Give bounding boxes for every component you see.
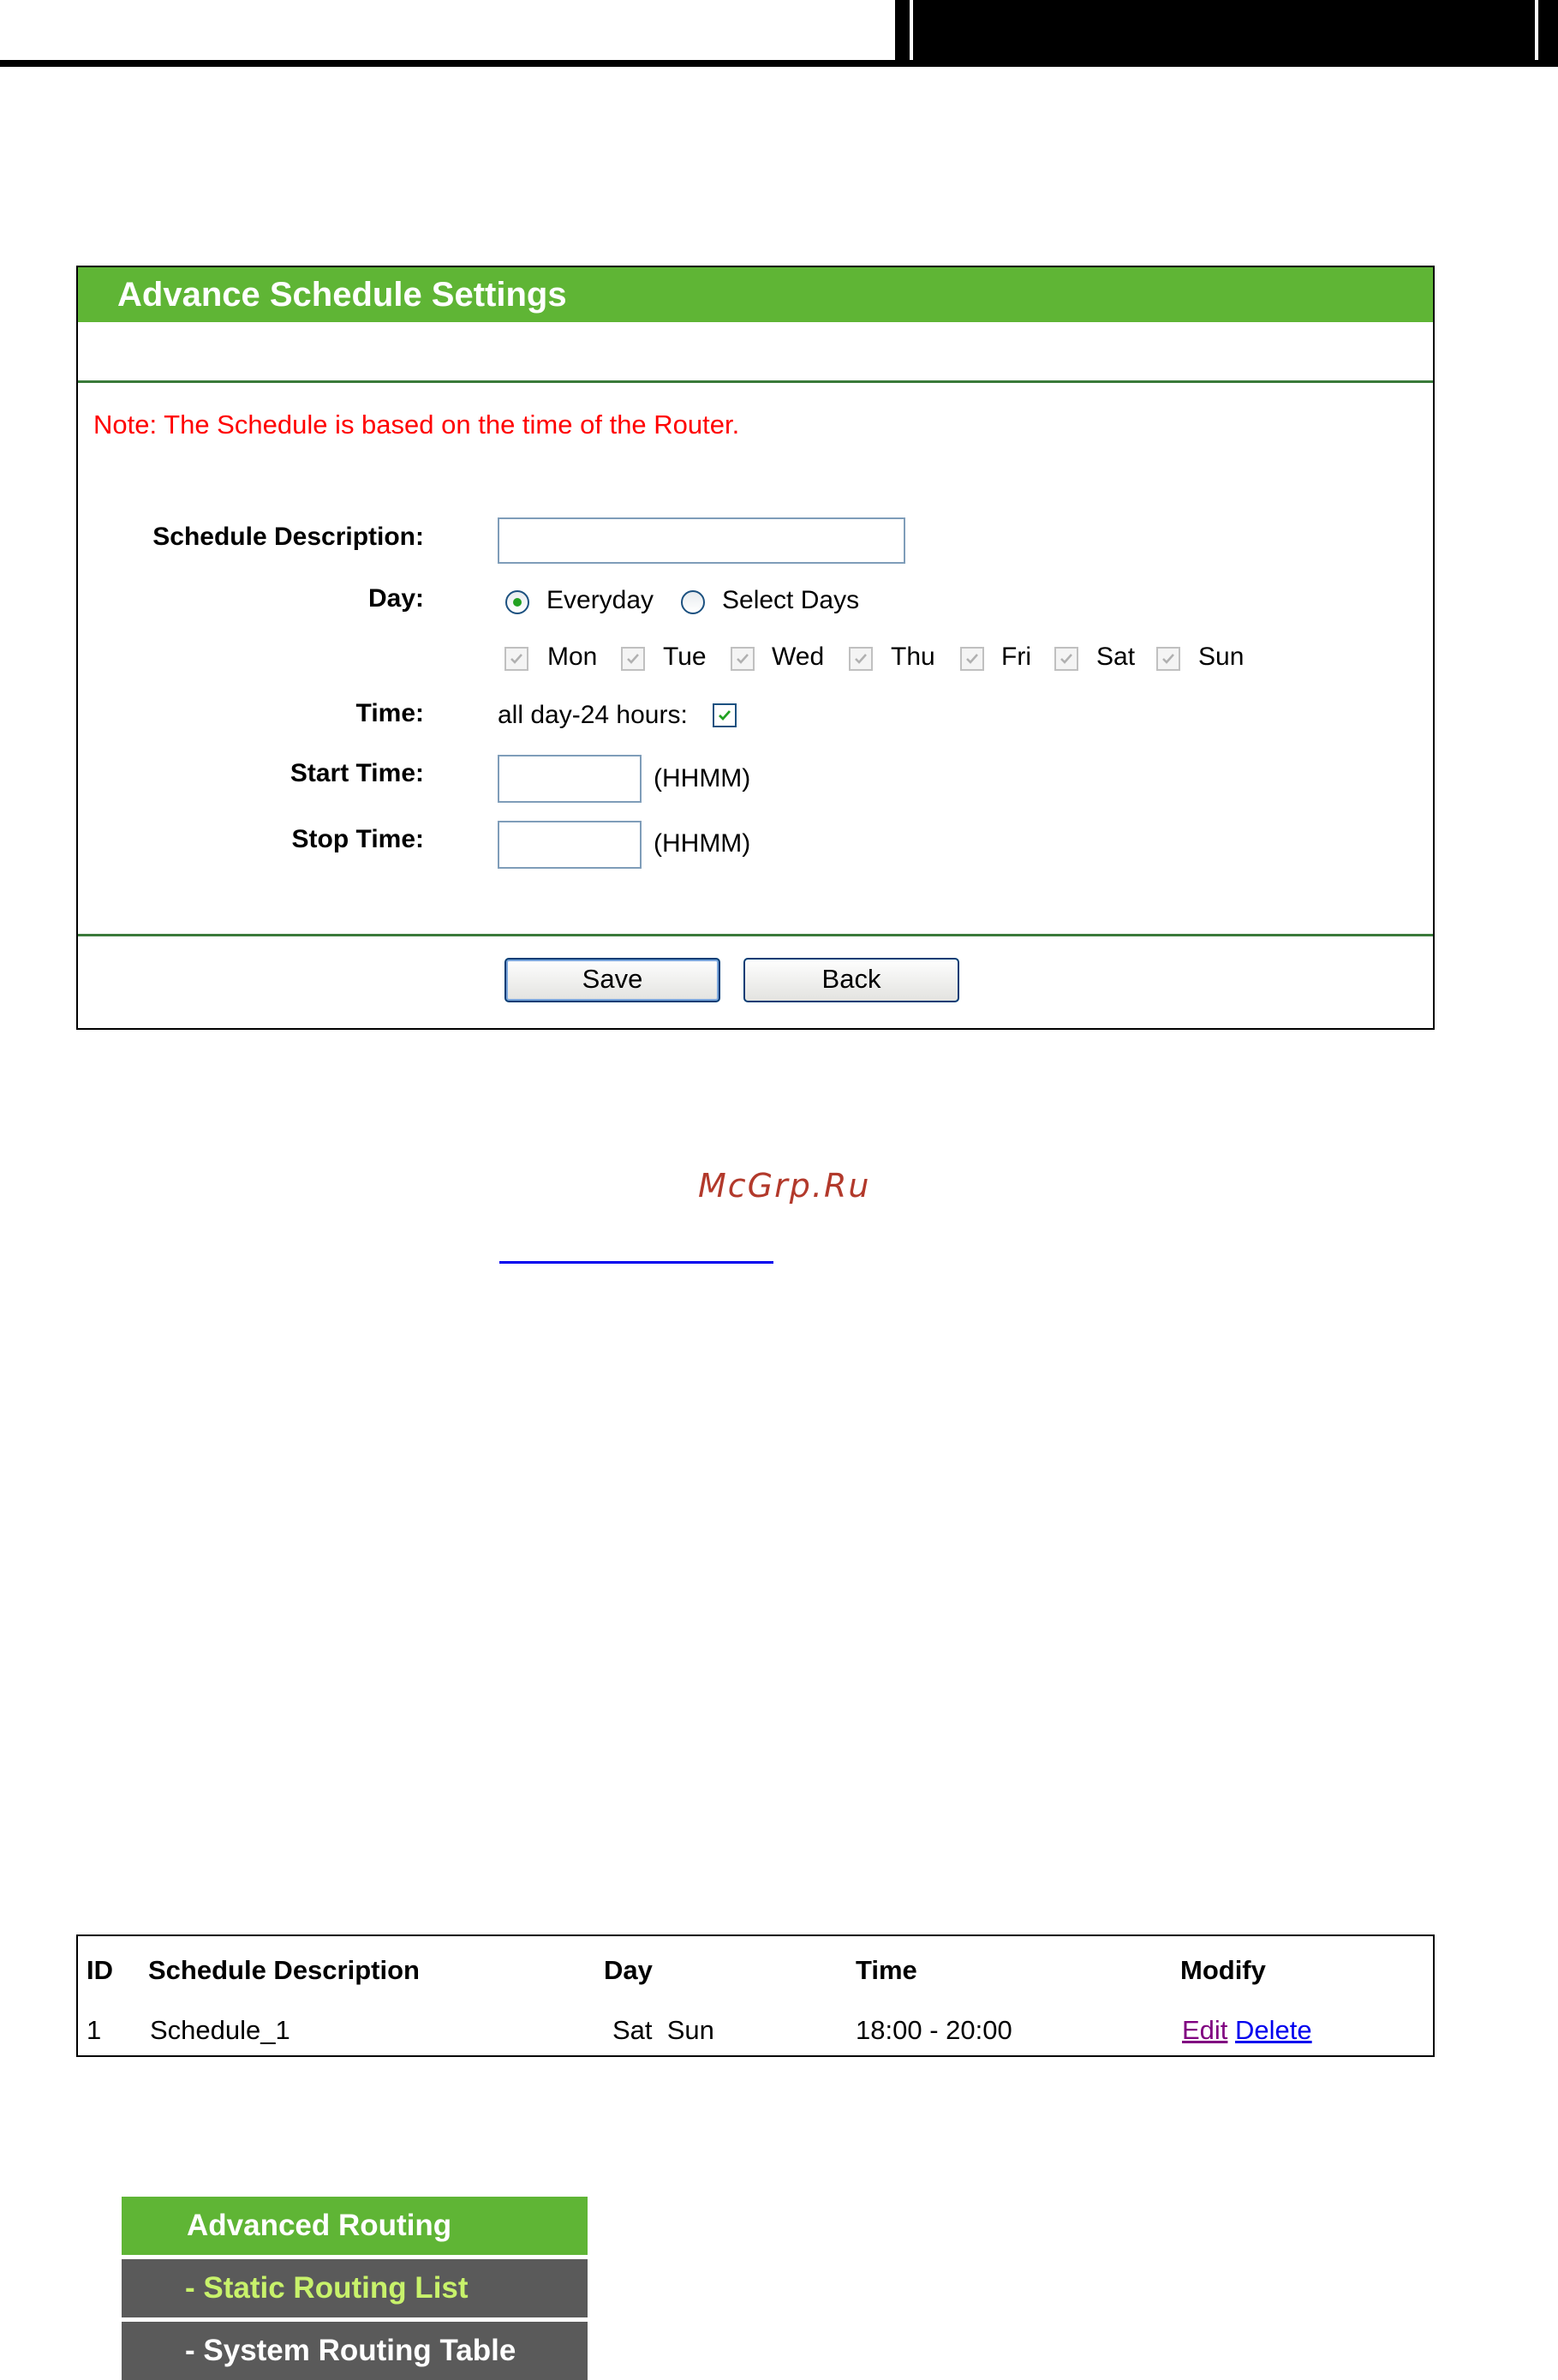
tue-label: Tue	[663, 643, 707, 671]
top-black-block	[895, 0, 1558, 67]
schedule-table	[76, 1934, 1435, 2057]
start-time-label: Start Time:	[290, 759, 424, 787]
header-day: Day	[604, 1955, 653, 1985]
top-block-divider	[910, 0, 913, 60]
everyday-radio[interactable]	[505, 590, 529, 614]
row-day: Sat Sun	[612, 2015, 714, 2045]
day-label: Day:	[367, 584, 424, 613]
footer-divider	[78, 934, 1433, 936]
hyperlink-underline	[499, 1261, 773, 1264]
stop-time-unit: (HHMM)	[654, 829, 751, 858]
panel-header	[78, 267, 1433, 322]
advanced-routing-menu	[122, 2197, 588, 2380]
start-time-unit: (HHMM)	[654, 764, 751, 792]
panel-title: Advance Schedule Settings	[117, 276, 567, 314]
start-time-input[interactable]	[498, 755, 642, 803]
row-modify	[1182, 2015, 1312, 2046]
everyday-label: Everyday	[546, 586, 654, 614]
save-button[interactable]: Save	[504, 958, 720, 1002]
row-id: 1	[87, 2015, 102, 2045]
radio-selected-dot	[513, 598, 522, 607]
fri-checkbox[interactable]	[960, 647, 984, 671]
row-description: Schedule_1	[150, 2015, 290, 2045]
sun-label: Sun	[1198, 643, 1245, 671]
menu-item-system-routing-table[interactable]: - System Routing Table	[122, 2322, 588, 2380]
top-black-rule	[0, 60, 899, 67]
header-id: ID	[87, 1955, 113, 1985]
mon-label: Mon	[547, 643, 598, 671]
all-day-label: all day-24 hours:	[498, 701, 688, 729]
thu-checkbox[interactable]	[849, 647, 873, 671]
delete-link[interactable]: Delete	[1235, 2015, 1312, 2045]
header-modify: Modify	[1180, 1955, 1266, 1985]
wed-checkbox[interactable]	[731, 647, 755, 671]
edit-link[interactable]: Edit	[1182, 2015, 1228, 2045]
sat-label: Sat	[1096, 643, 1136, 671]
wed-label: Wed	[772, 643, 825, 671]
mon-checkbox[interactable]	[504, 647, 528, 671]
watermark: McGrp.Ru	[698, 1167, 871, 1205]
schedule-description-input[interactable]	[498, 517, 905, 564]
fri-label: Fri	[1001, 643, 1031, 671]
menu-item-static-routing-list[interactable]: - Static Routing List	[122, 2259, 588, 2317]
thu-label: Thu	[891, 643, 935, 671]
sat-checkbox[interactable]	[1054, 647, 1078, 671]
header-time: Time	[856, 1955, 917, 1985]
row-time: 18:00 - 20:00	[856, 2015, 1012, 2045]
advance-schedule-settings-panel	[76, 266, 1435, 1030]
schedule-description-label: Schedule Description:	[152, 523, 424, 551]
tue-checkbox[interactable]	[621, 647, 645, 671]
sun-checkbox[interactable]	[1156, 647, 1180, 671]
header-divider	[78, 380, 1433, 383]
top-block-divider-right	[1535, 0, 1538, 60]
select-days-radio[interactable]	[681, 590, 705, 614]
menu-head-advanced-routing[interactable]: Advanced Routing	[122, 2197, 588, 2255]
header-schedule-description: Schedule Description	[148, 1955, 420, 1985]
select-days-label: Select Days	[722, 586, 860, 614]
schedule-note: Note: The Schedule is based on the time of the Router.	[93, 410, 740, 440]
time-label: Time:	[355, 699, 424, 727]
all-day-checkbox[interactable]	[713, 703, 737, 727]
back-button[interactable]: Back	[743, 958, 959, 1002]
stop-time-label: Stop Time:	[291, 825, 424, 853]
stop-time-input[interactable]	[498, 821, 642, 869]
